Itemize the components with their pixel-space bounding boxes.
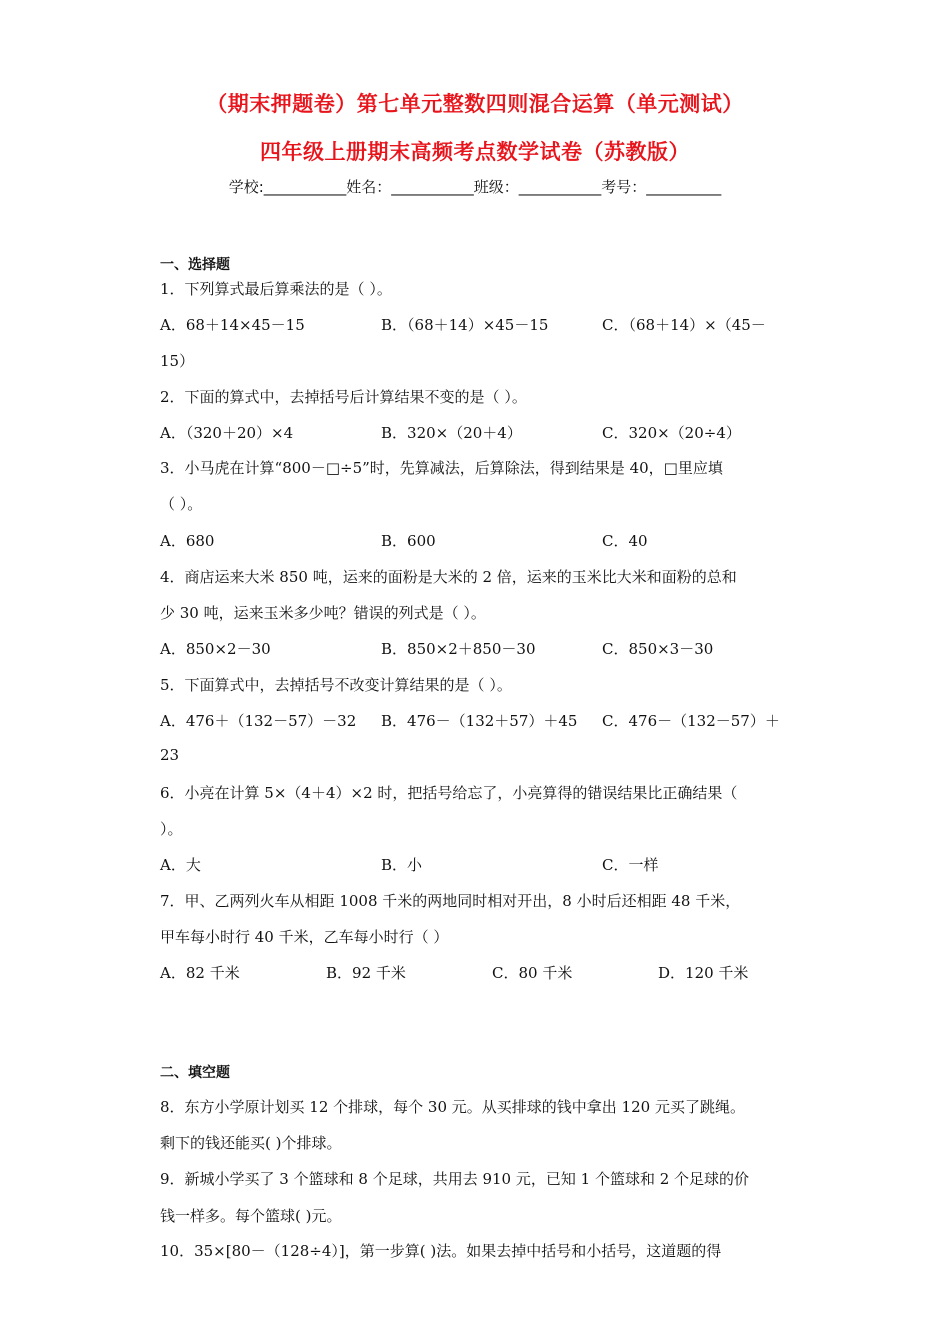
question-5-option-a: A．476＋（132－57）－32 [160,712,357,730]
question-7-option-b: B．92 千米 [326,964,406,982]
question-7-option-d: D．120 千米 [658,964,749,982]
question-7-stem-continued: 甲车每小时行 40 千米，乙车每小时行（ ） [160,928,449,946]
question-5-option-c: C．476－（132－57）＋ [602,712,780,730]
question-4-option-c: C．850×3－30 [602,640,714,658]
question-6-option-b: B．小 [381,856,423,874]
question-1-option-a: A．68＋14×45－15 [160,316,305,334]
question-8-line-1: 8．东方小学原计划买 12 个排球，每个 30 元。从买排球的钱中拿出 120 元买了跳绳。 [160,1098,745,1116]
question-4-option-a: A．850×2－30 [160,640,271,658]
question-3-option-a: A．680 [160,532,215,550]
question-9-line-2: 钱一样多。每个篮球( )元。 [160,1207,342,1225]
question-3-option-c: C．40 [602,532,648,550]
student-info-line: 学校:___________姓名：___________班级：___________考号：__________ [228,178,722,196]
question-10-line-1: 10．35×[80－（128÷4）]，第一步算( )法。如果去掉中括号和小括号，这道题的得 [160,1242,722,1260]
page-title: （期末押题卷）第七单元整数四则混合运算（单元测试） [206,92,744,116]
question-7-stem: 7．甲、乙两列火车从相距 1008 千米的两地同时相对开出，8 小时后还相距 48 千米， [160,892,741,910]
question-4-stem-continued: 少 30 吨，运来玉米多少吨？错误的列式是（ ）。 [160,604,486,622]
question-3-stem-continued: （ ）。 [160,495,203,513]
question-4-stem: 4．商店运来大米 850 吨，运来的面粉是大米的 2 倍，运来的玉米比大米和面粉的总和 [160,568,737,586]
question-8-line-2: 剩下的钱还能买( )个排球。 [160,1134,342,1152]
section-title-choice: 一、选择题 [160,257,230,273]
question-7-option-a: A．82 千米 [160,964,240,982]
page-subtitle: 四年级上册期末高频考点数学试卷（苏教版） [260,140,690,164]
question-2-stem: 2．下面的算式中，去掉括号后计算结果不变的是（ ）。 [160,388,527,406]
question-6-stem: 6．小亮在计算 5×（4＋4）×2 时，把括号给忘了，小亮算得的错误结果比正确结果（ [160,784,738,802]
question-2-option-a: A．（320＋20）×4 [160,424,294,442]
question-1-option-c: C．（68＋14）×（45－ [602,316,766,334]
question-4-option-b: B．850×2＋850－30 [381,640,536,658]
question-2-option-c: C．320×（20÷4） [602,424,741,442]
question-6-option-c: C．一样 [602,856,659,874]
question-2-option-b: B．320×（20＋4） [381,424,522,442]
question-7-option-c: C．80 千米 [492,964,573,982]
section-title-fill-blank: 二、填空题 [160,1065,230,1081]
question-6-stem-continued: ）。 [160,820,183,838]
question-3-option-b: B．600 [381,532,436,550]
question-5-option-b: B．476－（132＋57）＋45 [381,712,578,730]
question-1-stem: 1．下列算式最后算乘法的是（ ）。 [160,280,392,298]
question-5-option-c-continued: 23 [160,746,180,764]
question-1-option-c-continued: 15） [160,352,195,370]
question-5-stem: 5．下面算式中，去掉括号不改变计算结果的是（ ）。 [160,676,512,694]
question-1-option-b: B．（68＋14）×45－15 [381,316,549,334]
question-9-line-1: 9．新城小学买了 3 个篮球和 8 个足球，共用去 910 元，已知 1 个篮球和 2 个足球的价 [160,1170,750,1188]
question-6-option-a: A．大 [160,856,201,874]
question-3-stem: 3．小马虎在计算“800－□÷5”时，先算减法，后算除法，得到结果是 40，□里应填 [160,459,723,477]
